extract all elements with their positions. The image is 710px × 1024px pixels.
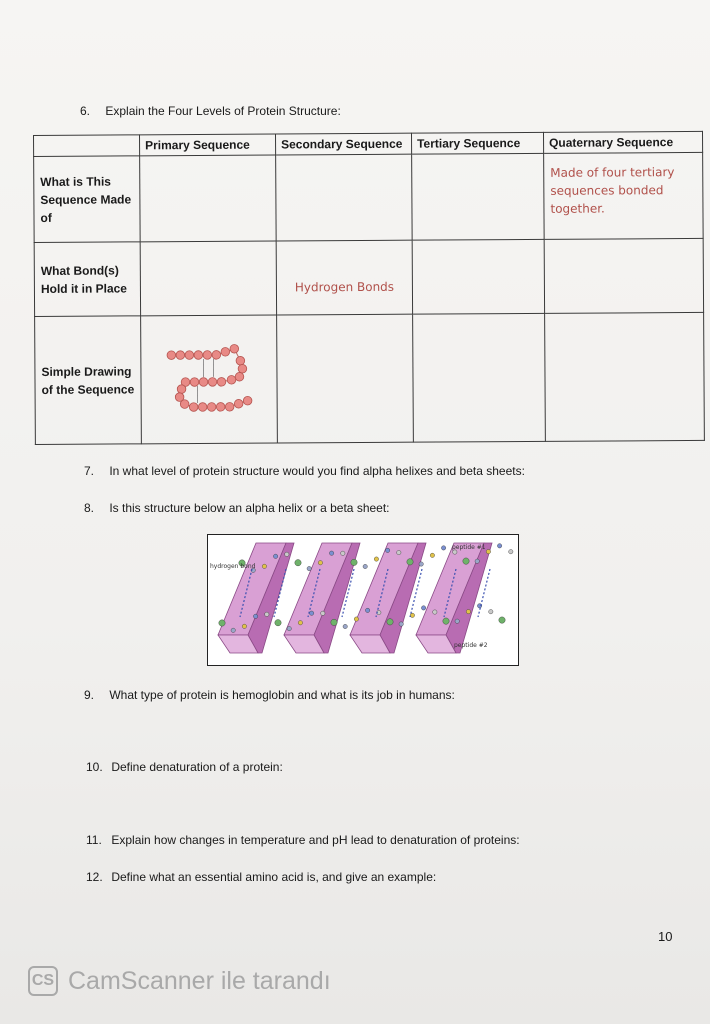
- atom: [341, 551, 345, 555]
- amino-acid-bead: [227, 375, 236, 384]
- beta-sheet-illustration: [208, 535, 518, 665]
- cell-tertiary-made-of: [412, 153, 545, 240]
- header-secondary: Secondary Sequence: [275, 133, 411, 155]
- atom: [441, 546, 445, 550]
- cell-tertiary-drawing: [413, 313, 546, 442]
- question-9: 9. What type of protein is hemoglobin and what is its job in humans:: [84, 688, 455, 702]
- cell-quaternary-made-of: Made of four tertiary sequences bonded together.: [544, 152, 704, 239]
- page-number: 10: [658, 929, 673, 944]
- atom: [295, 560, 301, 566]
- table-row: [34, 152, 704, 242]
- atom: [499, 617, 505, 623]
- question-12: 12. Define what an essential amino acid is, and give an example:: [86, 870, 437, 884]
- amino-acid-bead: [238, 364, 247, 373]
- amino-acid-bead: [225, 402, 234, 411]
- atom: [397, 550, 401, 554]
- atom: [365, 608, 369, 612]
- amino-acid-bead: [176, 351, 185, 360]
- cell-secondary-bonds: Hydrogen Bonds: [276, 240, 412, 315]
- atom: [351, 559, 357, 565]
- atom: [486, 549, 490, 553]
- atom: [419, 562, 423, 566]
- amino-acid-bead: [190, 378, 199, 387]
- amino-acid-bead: [236, 356, 245, 365]
- label-peptide-2: peptide #2: [454, 642, 488, 649]
- amino-acid-bead: [199, 378, 208, 387]
- atom: [273, 554, 277, 558]
- amino-acid-bead: [235, 372, 244, 381]
- amino-acid-bead: [243, 396, 252, 405]
- cell-tertiary-bonds: [412, 239, 544, 314]
- amino-acid-bead: [234, 399, 243, 408]
- amino-acid-chain: [167, 344, 252, 411]
- question-8: 8. Is this structure below an alpha helix or a beta sheet:: [84, 501, 390, 515]
- atom: [387, 619, 393, 625]
- atom: [443, 618, 449, 624]
- atom: [421, 606, 425, 610]
- atom: [309, 611, 313, 615]
- row-label-made-of: What is This Sequence Made of: [34, 156, 141, 243]
- atom: [285, 552, 289, 556]
- amino-acid-bead: [217, 378, 226, 387]
- atom: [343, 624, 347, 628]
- table-row: [34, 238, 703, 316]
- atom: [331, 619, 337, 625]
- atom: [385, 548, 389, 552]
- amino-acid-bead: [189, 403, 198, 412]
- atom: [253, 614, 257, 618]
- label-peptide-1: peptide #1: [452, 544, 486, 551]
- atom: [354, 617, 358, 621]
- header-empty: [34, 135, 140, 157]
- cell-secondary-made-of: [276, 154, 413, 241]
- amino-acid-bead: [185, 351, 194, 360]
- camscanner-logo-icon: CS: [28, 966, 58, 996]
- atom: [410, 613, 414, 617]
- atom: [242, 624, 246, 628]
- atom: [433, 610, 437, 614]
- amino-acid-bead: [167, 351, 176, 360]
- question-6: 6. Explain the Four Levels of Protein Structure:: [80, 104, 341, 118]
- atom: [497, 544, 501, 548]
- atom: [407, 559, 413, 565]
- atom: [475, 559, 479, 563]
- amino-acid-bead: [216, 403, 225, 412]
- watermark-text: CamScanner ile tarandı: [68, 966, 331, 995]
- amino-acid-bead: [230, 344, 239, 353]
- question-7: 7. In what level of protein structure would you find alpha helixes and beta sheets:: [84, 464, 525, 478]
- atom: [265, 612, 269, 616]
- label-hydrogen-bond: hydrogen bond: [210, 563, 256, 570]
- cell-quaternary-bonds: [544, 238, 703, 313]
- question-10: 10. Define denaturation of a protein:: [86, 760, 283, 774]
- atom: [363, 564, 367, 568]
- atom: [463, 558, 469, 564]
- cell-quaternary-drawing: [545, 312, 705, 441]
- atom: [298, 621, 302, 625]
- amino-acid-bead: [180, 400, 189, 409]
- header-quaternary: Quaternary Sequence: [543, 131, 702, 153]
- amino-acid-bead: [198, 403, 207, 412]
- beta-sheet-figure: [207, 534, 519, 666]
- atom: [307, 566, 311, 570]
- primary-sequence-drawing: [141, 317, 276, 438]
- amino-acid-bead: [212, 351, 221, 360]
- atom: [509, 549, 513, 553]
- atom: [430, 553, 434, 557]
- atom: [399, 622, 403, 626]
- row-label-bonds: What Bond(s) Hold it in Place: [34, 242, 140, 317]
- atom: [262, 564, 266, 568]
- atom: [219, 620, 225, 626]
- amino-acid-bead: [194, 351, 203, 360]
- amino-acid-bead: [221, 348, 230, 357]
- header-primary: Primary Sequence: [140, 134, 276, 156]
- atom: [275, 620, 281, 626]
- cell-primary-drawing: [141, 315, 278, 444]
- cell-secondary-drawing: [277, 314, 414, 443]
- header-tertiary: Tertiary Sequence: [411, 132, 543, 154]
- atom: [329, 551, 333, 555]
- atom: [374, 557, 378, 561]
- protein-levels-table: [33, 131, 705, 445]
- amino-acid-bead: [208, 378, 217, 387]
- cell-primary-bonds: [140, 241, 276, 316]
- atom: [287, 626, 291, 630]
- amino-acid-bead: [207, 403, 216, 412]
- cell-primary-made-of: [140, 155, 277, 242]
- atom: [321, 611, 325, 615]
- table-row: [35, 312, 705, 444]
- atom: [455, 619, 459, 623]
- atom: [318, 561, 322, 565]
- camscanner-watermark: [28, 966, 331, 996]
- amino-acid-bead: [177, 385, 186, 394]
- atom: [231, 628, 235, 632]
- amino-acid-bead: [203, 351, 212, 360]
- atom: [466, 609, 470, 613]
- question-11: 11. Explain how changes in temperature and pH lead to denaturation of proteins:: [86, 833, 520, 847]
- atom: [489, 609, 493, 613]
- row-label-drawing: Simple Drawing of the Sequence: [35, 316, 142, 445]
